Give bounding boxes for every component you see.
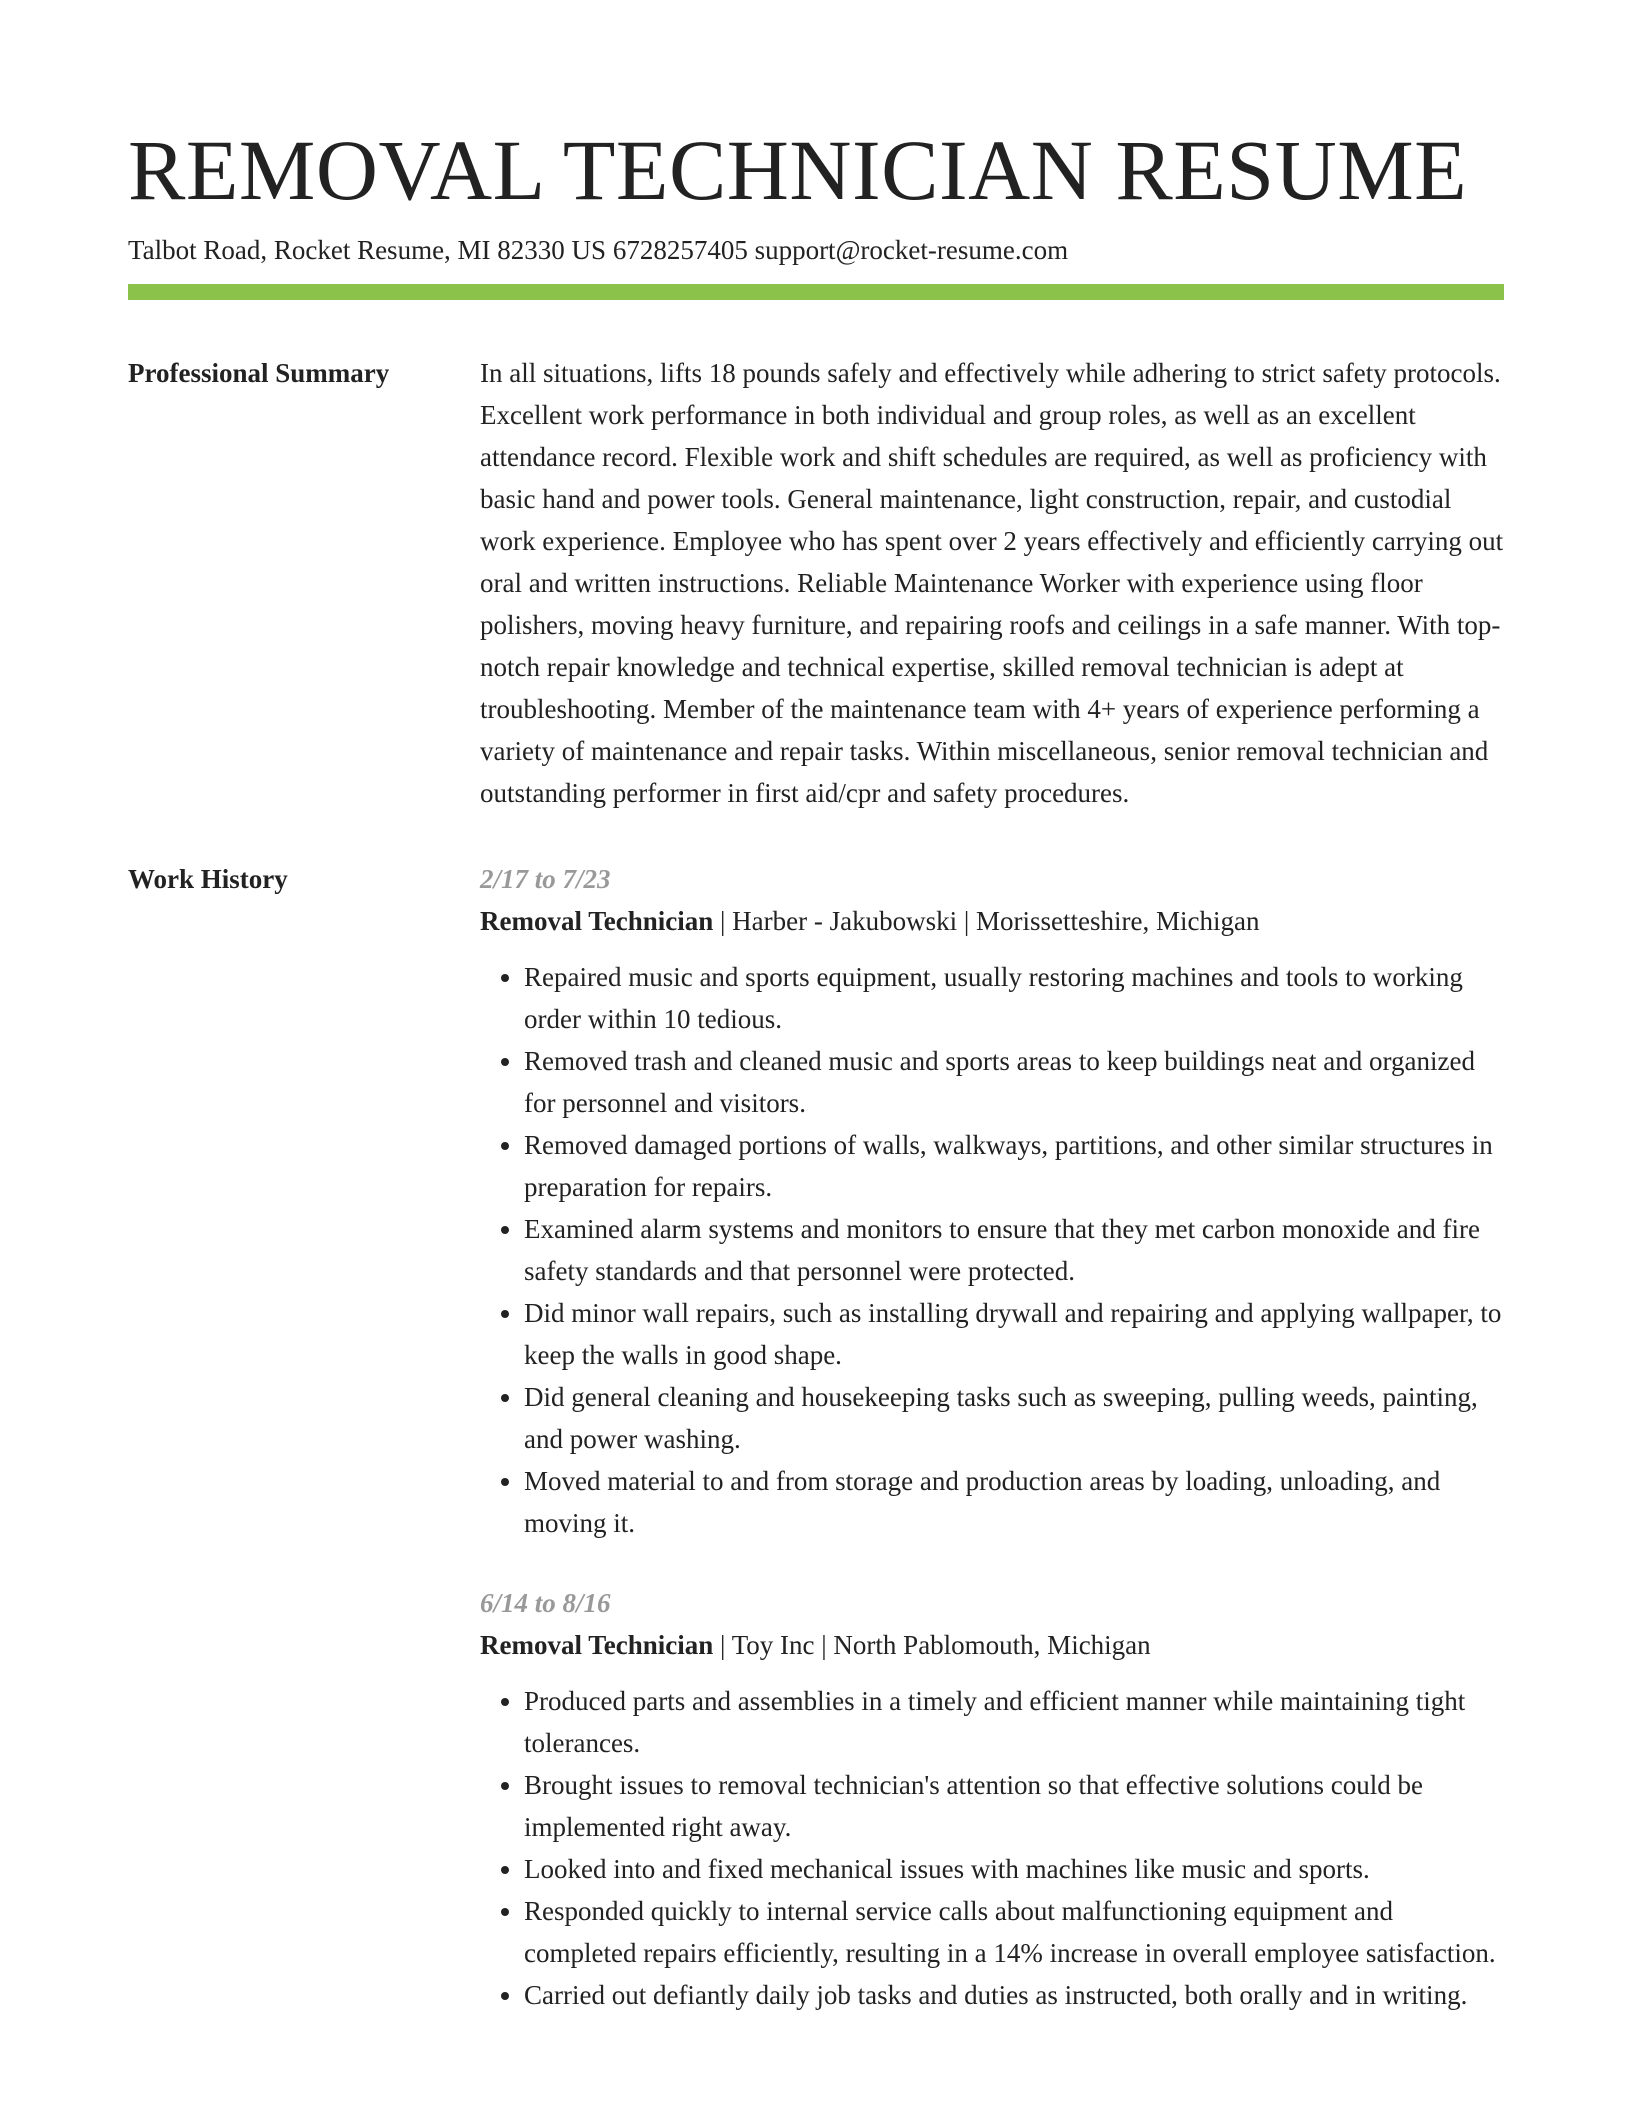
- resume-title: REMOVAL TECHNICIAN RESUME: [128, 122, 1468, 218]
- list-item: • Carried out defiantly daily job tasks and duties as instructed, both orally and in writing.: [524, 1974, 1504, 2016]
- job-dates: 6/14 to 8/16: [480, 1588, 611, 1618]
- accent-divider: [128, 284, 1504, 300]
- professional-summary-section: [128, 352, 1504, 814]
- resume-page: [128, 120, 1504, 2016]
- job-heading: [480, 900, 1504, 942]
- summary-paragraph: In all situations, lifts 18 pounds safely and effectively while adhering to strict safety protocols. Excellent work performance in both individual and group roles, as well as an excellent attendance record. Flexible work and shift schedules are required, as well as proficiency with basic hand and power tools. General maintenance, light construction, repair, and custodial work experience. Employee who has spent over 2 years effectively and efficiently carrying out oral and written instructions. Reliable Maintenance Worker with experience using floor polishers, moving heavy furniture, and repairing roofs and ceilings in a safe manner. With top-notch repair knowledge and technical expertise, skilled removal technician is adept at troubleshooting. Member of the maintenance team with 4+ years of experience performing a variety of maintenance and repair tasks. Within miscellaneous, senior removal technician and outstanding performer in first aid/cpr and safety procedures.: [480, 358, 1504, 808]
- list-item: • Repaired music and sports equipment, usually restoring machines and tools to working order within 10 tedious.: [524, 956, 1504, 1040]
- list-item: • Examined alarm systems and monitors to ensure that they met carbon monoxide and fire safety standards and that personnel were protected.: [524, 1208, 1504, 1292]
- job-heading: [480, 1624, 1504, 1666]
- job-dates: 2/17 to 7/23: [480, 864, 611, 894]
- list-item: • Did general cleaning and housekeeping tasks such as sweeping, pulling weeds, painting, and power washing.: [524, 1376, 1504, 1460]
- job-bullet-list: [480, 956, 1504, 1544]
- work-history-section: [128, 858, 1504, 2016]
- list-item: • Responded quickly to internal service calls about malfunctioning equipment and completed repairs efficiently, resulting in a 14% increase in overall employee satisfaction.: [524, 1890, 1504, 1974]
- job-details: | Toy Inc | North Pablomouth, Michigan: [713, 1630, 1151, 1660]
- list-item: • Brought issues to removal technician's attention so that effective solutions could be implemented right away.: [524, 1764, 1504, 1848]
- section-heading: Professional Summary: [128, 358, 390, 388]
- list-item: • Removed trash and cleaned music and sports areas to keep buildings neat and organized for personnel and visitors.: [524, 1040, 1504, 1124]
- list-item: • Looked into and fixed mechanical issues with machines like music and sports.: [524, 1848, 1504, 1890]
- section-heading: Work History: [128, 864, 288, 894]
- list-item: • Did minor wall repairs, such as installing drywall and repairing and applying wallpaper, to keep the walls in good shape.: [524, 1292, 1504, 1376]
- job-entry: [480, 858, 1504, 1544]
- list-item: • Moved material to and from storage and production areas by loading, unloading, and moving it.: [524, 1460, 1504, 1544]
- job-title: Removal Technician: [480, 906, 714, 936]
- contact-line: Talbot Road, Rocket Resume, MI 82330 US 6728257405 support@rocket-resume.com: [128, 235, 1069, 265]
- job-entry: [480, 1582, 1504, 2016]
- list-item: • Removed damaged portions of walls, walkways, partitions, and other similar structures in preparation for repairs.: [524, 1124, 1504, 1208]
- job-title: Removal Technician: [480, 1630, 714, 1660]
- list-item: • Produced parts and assemblies in a timely and efficient manner while maintaining tight tolerances.: [524, 1680, 1504, 1764]
- job-bullet-list: [480, 1680, 1504, 2016]
- job-details: | Harber - Jakubowski | Morissetteshire, Michigan: [713, 906, 1260, 936]
